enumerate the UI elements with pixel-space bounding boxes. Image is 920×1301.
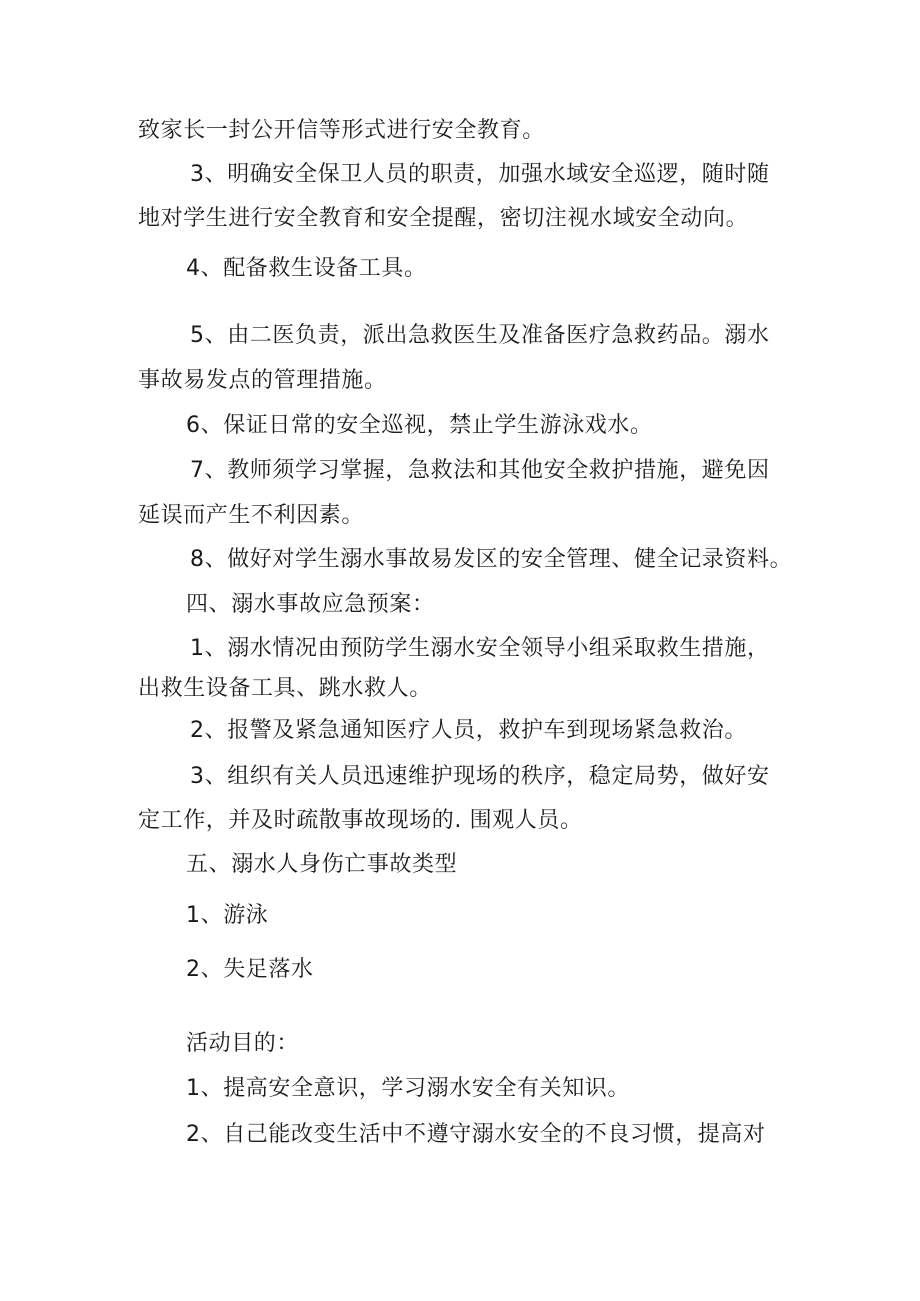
text-line: 5、由二医负责，派出急救医生及准备医疗急救药品。溺水 — [190, 323, 770, 348]
text-line: 延误而产生不利因素。 — [138, 503, 365, 528]
list-item: 2、失足落水 — [186, 957, 314, 982]
text-line: 3、组织有关人员迅速维护现场的秩序，稳定局势，做好安 — [190, 764, 770, 789]
text-line: 8、做好对学生溺水事故易发区的安全管理、健全记录资料。 — [190, 547, 793, 572]
list-item: 1、游泳 — [186, 903, 269, 928]
text-line: 致家长一封公开信等形式进行安全教育。 — [138, 118, 545, 143]
section-heading: 五、溺水人身伤亡事故类型 — [186, 852, 458, 877]
text-line: 出救生设备工具、跳水救人。 — [138, 676, 432, 701]
text-line: 定工作，并及时疏散事故现场的. 围观人员。 — [138, 808, 583, 833]
text-line: 地对学生进行安全教育和安全提醒，密切注视水域安全动向。 — [138, 206, 749, 231]
text-line: 2、自己能改变生活中不遵守溺水安全的不良习惯，提高对 — [186, 1122, 766, 1147]
text-line: 事故易发点的管理措施。 — [138, 368, 387, 393]
text-line: 7、教师须学习掌握，急救法和其他安全救护措施，避免因 — [190, 458, 770, 483]
text-line: 3、明确安全保卫人员的职责，加强水域安全巡逻，随时随 — [190, 162, 770, 187]
section-heading: 活动目的： — [186, 1031, 300, 1056]
section-heading: 四、溺水事故应急预案： — [186, 592, 435, 617]
text-line: 6、保证日常的安全巡视，禁止学生游泳戏水。 — [186, 413, 653, 438]
text-line: 2、报警及紧急通知医疗人员，救护车到现场紧急救治。 — [190, 718, 747, 743]
text-line: 1、溺水情况由预防学生溺水安全领导小组采取救生措施， — [190, 636, 770, 661]
text-line: 4、配备救生设备工具。 — [186, 256, 427, 281]
text-line: 1、提高安全意识，学习溺水安全有关知识。 — [186, 1076, 630, 1101]
